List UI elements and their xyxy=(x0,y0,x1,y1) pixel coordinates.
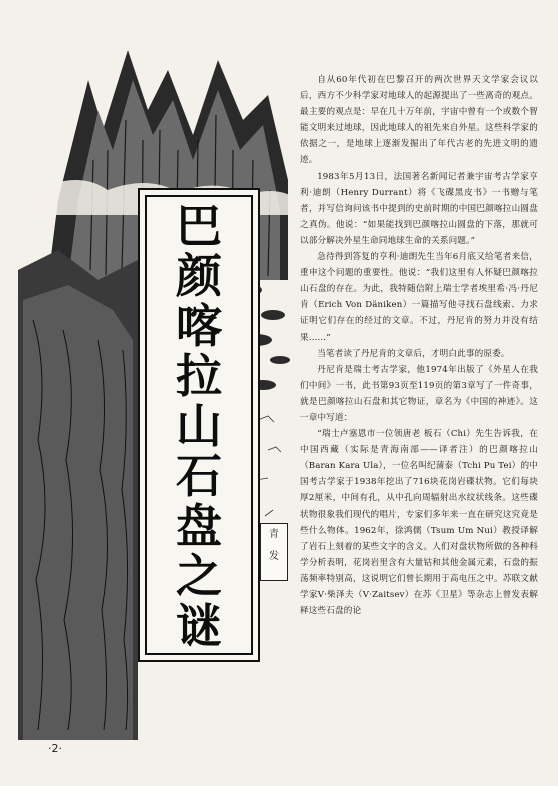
title-char-8: 之 xyxy=(176,549,222,603)
title-char-2: 颜 xyxy=(176,249,222,303)
author-byline-line1: 青 xyxy=(269,529,279,540)
page-number: ·2· xyxy=(48,742,62,755)
title-char-7: 盘 xyxy=(176,499,222,553)
article-text xyxy=(300,72,538,619)
title-banner xyxy=(138,188,260,662)
article-paragraph-1: 自从60年代初在巴黎召开的两次世界天文学家会议以后，西方不少科学家对地球人的起源提出了一些离奇的观点。最主要的观点是：早在几十万年前，宇宙中曾有一个或数个智能文明来过地球，因此地球人的祖先来自外星。这些科学家的依据之一，是地球上逐渐发掘出了年代古老的先进文明的遗迹。 xyxy=(300,75,538,166)
title-char-9: 谜 xyxy=(176,599,222,653)
title-char-5: 山 xyxy=(176,399,222,453)
article-paragraph-6: “瑞士卢塞恩市一位领唐老 板石（Chi）先生告诉我，在中国西藏（实际是青海南部——译者注）的巴颜喀拉山（Baran Kara Ula），一位名叫纪蒲泰（Tchi Pu Tei）的中国考古学家于1938年挖出了716块花岗岩碟状物。它们每块厚2厘米，中间有孔，从中孔向周辐射出水纹状线条。这些碟状物很象我们现代的唱片，专家们多年来一直在研究这究竟是些什么物体。1962年，徐鸿儒（Tsum Um Nui）教授译解了岩石上刻着的某些文字的含义。人们对盘状物所做的各种科学分析表明，花岗岩里含有大量钴和其他金属元素，石盘的振荡频率特别高，这说明它们曾长期用于高电压之中。苏联文献学家V·柴泽夫（V·Zaitsev）在苏《卫星》等杂志上曾发表解释这些石盘的论 xyxy=(300,429,538,617)
article-paragraph-5: 丹尼肯是瑞士考古学家，他1974年出版了《外星人在我们中间》一书，此书第93页至119页的第3章写了一件奇事，就是巴颜喀拉山石盘和其它物证，章名为《中国的神迹》。这一章中写道： xyxy=(300,364,538,423)
title-char-3: 喀 xyxy=(176,299,222,353)
title-char-1: 巴 xyxy=(176,199,222,253)
article-paragraph-2: 1983年5月13日，法国著名新闻记者兼宇宙考古学家亨利·迪朗（Henry Durrant）将《飞碟黑皮书》一书赠与笔者，并写信询问该书中提到的史前时期的中国巴颜喀拉山圆盘之真伪。他说：“如果能找到巴颜喀拉山圆盘的下落，那就可以部分解决外星生命同地球生命的关系问题。” xyxy=(300,171,538,246)
article-paragraph-3: 急待得到答复的亨利·迪朗先生当年6月底又给笔者来信，重申这个问题的重要性。他说：“我们这里有人怀疑巴颜喀拉山石盘的存在。为此，我特随信附上瑞士学者埃里希·冯·丹尼肯（Erich Von Däniken）一篇描写他寻找石盘线索、力求证明它们存在的经过的文章。不过，丹尼肯的努力并没有结果……” xyxy=(300,252,538,343)
title-char-6: 石 xyxy=(176,449,222,503)
title-char-4: 拉 xyxy=(176,349,222,403)
article-paragraph-4: 当笔者读了丹尼肯的文章后，才明白此事的原委。 xyxy=(317,348,510,359)
author-byline xyxy=(260,523,288,581)
author-byline-line2: 发 xyxy=(269,551,279,562)
